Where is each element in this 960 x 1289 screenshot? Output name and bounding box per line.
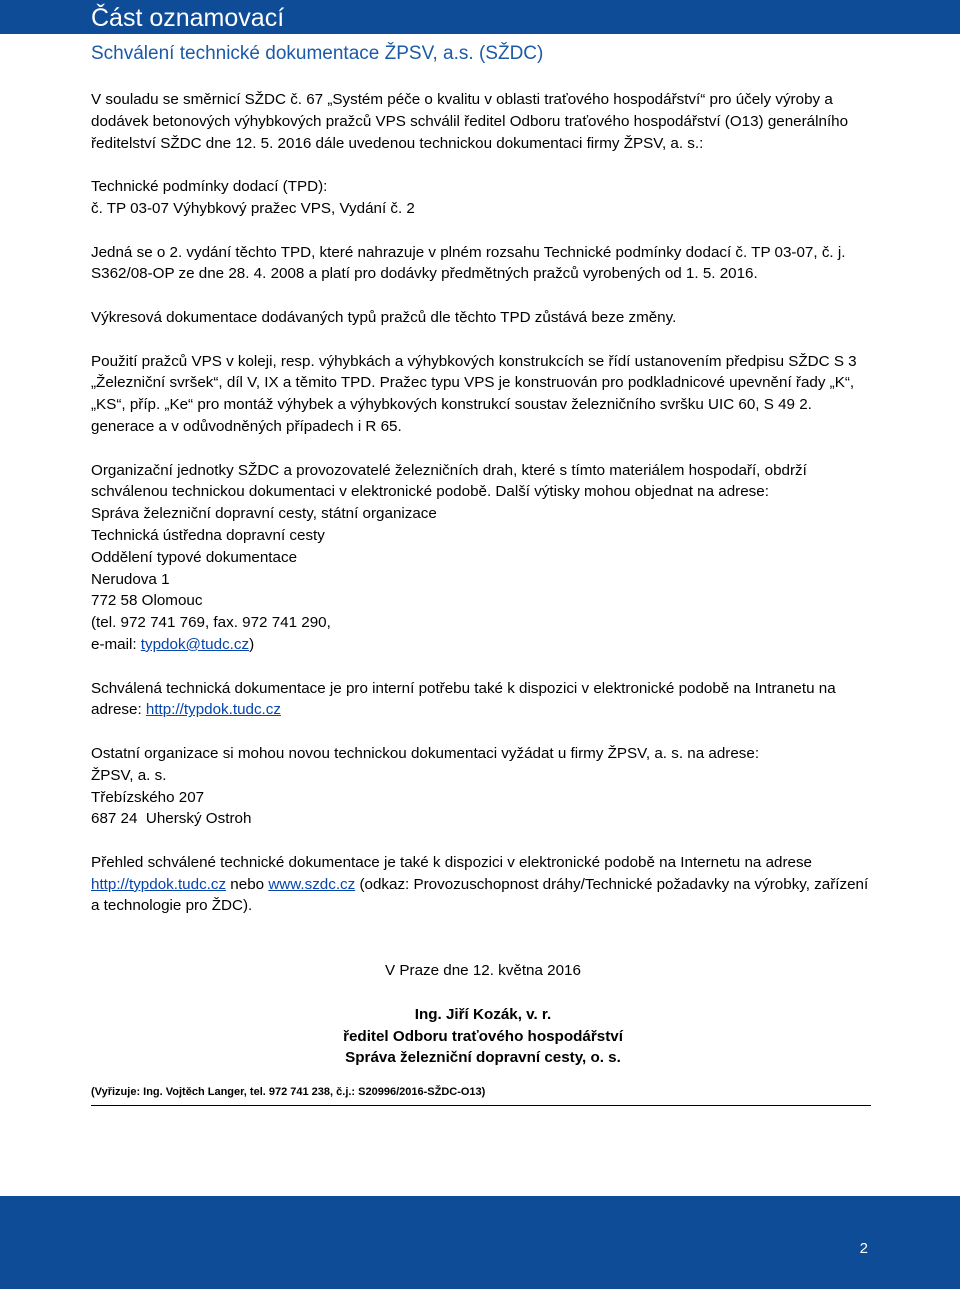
zpsv-address-line: Třebízského 207 [91, 788, 205, 806]
intranet-text: Schválená technická dokumentace je pro interní potřebu také k dispozici v elektronické podobě na Intranetu na adrese: [91, 679, 836, 719]
page-number: 2 [859, 1240, 868, 1257]
intranet-link[interactable]: http://typdok.tudc.cz [145, 701, 281, 719]
address-line: Správa železniční dopravní cesty, státní organizace [91, 505, 437, 523]
address-line: Nerudova 1 [91, 570, 170, 588]
others-paragraph: Ostatní organizace si mohou novou technickou dokumentaci vyžádat u firmy ŽPSV, a. s. na adrese: [91, 744, 760, 762]
signatory-organization: Správa železniční dopravní cesty, o. s. [345, 1049, 621, 1067]
email-suffix: ) [249, 635, 255, 653]
signatory-name: Ing. Jiří Kozák, v. r. [414, 1005, 552, 1023]
section-title: Část oznamovací [91, 4, 285, 32]
place-date: V Praze dne 12. května 2016 [385, 962, 581, 980]
typdok-link[interactable]: http://typdok.tudc.cz [91, 875, 227, 893]
intranet-paragraph [91, 678, 875, 722]
address-line: Technická ústředna dopravní cesty [91, 526, 325, 544]
organizations-paragraph: Organizační jednotky SŽDC a provozovatelé železničních drah, které s tímto materiálem hospodaří, obdrží schválenou technickou dokumentaci v elektronické podobě. Další výtisky mohou objednat na adrese: [91, 461, 807, 501]
overview-paragraph [91, 852, 875, 917]
signatory-position: ředitel Odboru traťového hospodářství [343, 1027, 623, 1045]
drawings-paragraph: Výkresová dokumentace dodávaných typů pražců dle těchto TPD zůstává beze změny. [91, 308, 677, 326]
email-line [91, 634, 875, 656]
email-link[interactable]: typdok@tudc.cz [140, 635, 250, 653]
overview-text: Přehled schválené technické dokumentace je také k dispozici v elektronické podobě na Internetu na adrese [91, 853, 813, 871]
zpsv-address-line: ŽPSV, a. s. [91, 766, 167, 784]
address-line: (tel. 972 741 769, fax. 972 741 290, [91, 614, 331, 632]
footer-bar [0, 1196, 960, 1289]
edition-paragraph: Jedná se o 2. vydání těchto TPD, které nahrazuje v plném rozsahu Technické podmínky dodací č. TP 03-07, č. j. S362/08-OP ze dne 28. 4. 2008 a platí pro dodávky předmětných pražců vyrobených od 1. 5. 2016. [91, 243, 846, 283]
intro-paragraph: V souladu se směrnicí SŽDC č. 67 „Systém péče o kvalitu v oblasti traťového hospodářství“ pro účely výroby a dodávek betonových výhybkových pražců VPS schválil ředitel Odboru traťového hospodářství (O13) generálního ředitelství SŽDC dne 12. 5. 2016 dále uvedenou technickou dokumentaci firmy ŽPSV, a. s.: [91, 91, 849, 152]
overview-middle: nebo [226, 875, 269, 893]
email-label: e-mail: [91, 635, 141, 653]
overview-tail: (odkaz: Provozuschopnost dráhy/Technické požadavky na výrobky, zařízení a technologie pro ŽDC). [91, 875, 869, 915]
tpd-item: č. TP 03-07 Výhybkový pražec VPS, Vydání č. 2 [91, 199, 415, 217]
document-body [91, 89, 875, 1069]
address-line: Oddělení typové dokumentace [91, 548, 298, 566]
szdc-link[interactable]: www.szdc.cz [268, 875, 356, 893]
footnote: (Vyřizuje: Ing. Vojtěch Langer, tel. 972 741 238, č.j.: S20996/2016-SŽDC-O13) [91, 1086, 486, 1098]
usage-paragraph: Použití pražců VPS v koleji, resp. výhybkách a výhybkových konstrukcích se řídí ustanovením předpisu SŽDC S 3 „Železniční svršek“, díl V, IX a těmito TPD. Pražec typu VPS je konstruován pro podkladnicové upevnění řady „K“, „KS“, příp. „Ke“ pro montáž výhybek a výhybkových konstrukcí soustav železničního svršku UIC 60, S 49 2. generace a v odůvodněných případech i R 65. [91, 352, 857, 435]
zpsv-address-line: 687 24 Uherský Ostroh [91, 810, 252, 828]
tpd-heading: Technické podmínky dodací (TPD): [91, 178, 328, 196]
footnote-divider [91, 1105, 871, 1106]
address-line: 772 58 Olomouc [91, 592, 203, 610]
document-subtitle: Schválení technické dokumentace ŽPSV, a.s. (SŽDC) [91, 43, 544, 64]
